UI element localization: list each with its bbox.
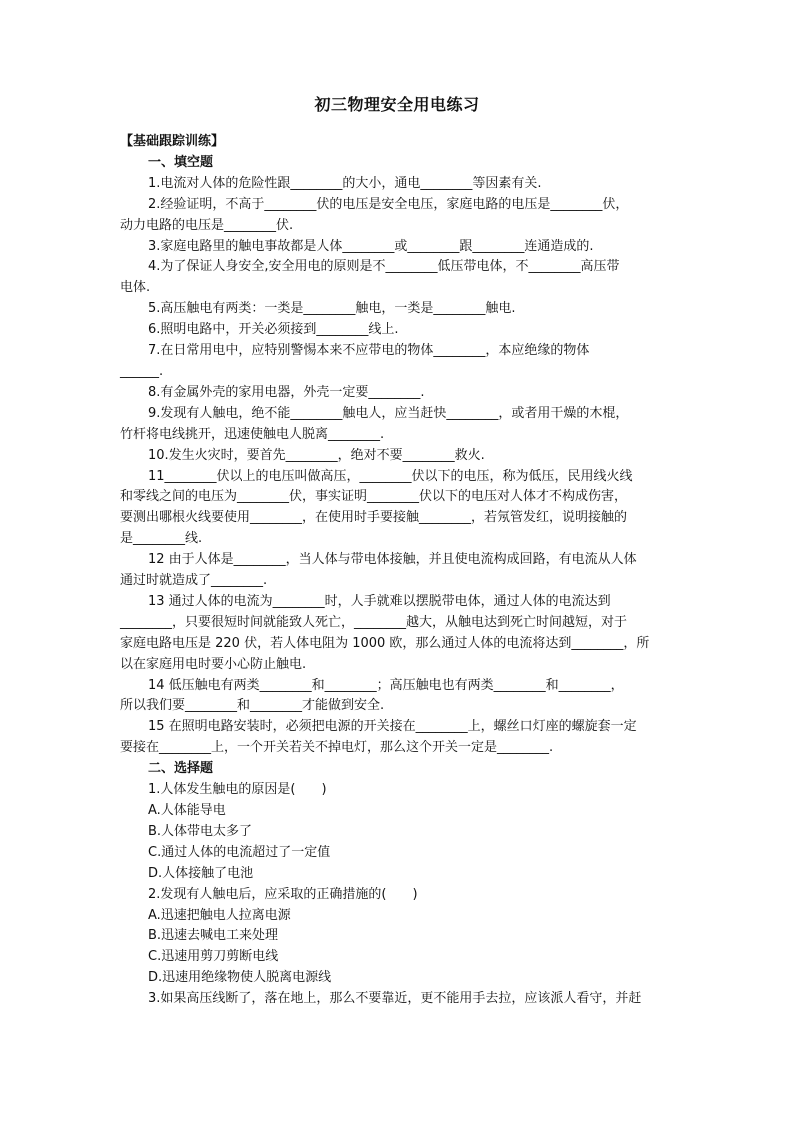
fill-question-line: 4.为了保证人身安全,安全用电的原则是不________低压带电体，不________高压带	[148, 259, 620, 275]
fill-question-line: 7.在日常用电中，应特别警惕本来不应带电的物体________，本应绝缘的物体	[148, 343, 590, 359]
fill-question-line: 要测出哪根火线要使用________，在使用时手要接触________，若氖管发红，说明接触的	[120, 510, 628, 526]
fill-question-line: 6.照明电路中，开关必须接到________线上.	[148, 322, 399, 338]
choice-question-line: D.人体接触了电池	[148, 865, 254, 881]
fill-question-line: 11________伏以上的电压叫做高压，________伏以下的电压，称为低压，民用线火线	[148, 468, 633, 484]
choice-questions	[120, 780, 680, 1010]
fill-question-line: 1.电流对人体的危险性跟________的大小，通电________等因素有关.	[148, 175, 542, 191]
part2-heading: 二、选择题	[148, 761, 214, 777]
fill-question-line: 以在家庭用电时要小心防止触电.	[120, 656, 307, 672]
fill-question-line: 竹杆将电线挑开，迅速使触电人脱离________.	[120, 426, 385, 442]
fill-question-line: 9.发现有人触电，绝不能________触电人，应当赶快________，或者用干燥的木棍，	[148, 405, 629, 421]
fill-question-line: 10.发生火灾时，要首先________，绝对不要________救火.	[148, 447, 485, 463]
fill-question-line: 8.有金属外壳的家用电器，外壳一定要________.	[148, 384, 425, 400]
choice-question-line: A.迅速把触电人拉离电源	[148, 907, 291, 923]
fill-question-line: 动力电路的电压是________伏.	[120, 217, 294, 233]
section-heading: 【基础跟踪训练】	[120, 134, 225, 149]
choice-question-line: B.迅速去喊电工来处理	[148, 928, 279, 944]
fill-question-line: ______.	[120, 363, 164, 379]
fill-question-line: ________，只要很短时间就能致人死亡，________越大，从触电达到死亡时间越短，对于	[120, 614, 628, 630]
choice-question-line: 3.如果高压线断了，落在地上，那么不要靠近，更不能用手去拉，应该派人看守，并赶	[148, 991, 642, 1007]
choice-question-line: C.通过人体的电流超过了一定值	[148, 844, 331, 860]
document-title: 初三物理安全用电练习	[314, 95, 480, 114]
fill-question-line: 5.高压触电有两类：一类是________触电，一类是________触电.	[148, 301, 516, 317]
fill-question-line: 12 由于人体是________，当人体与带电体接触，并且使电流构成回路，有电流从人体	[148, 552, 637, 568]
fill-question-line: 电体.	[120, 280, 151, 296]
fill-question-line: 通过时就造成了________.	[120, 573, 268, 589]
fill-question-line: 2.经验证明，不高于________伏的电压是安全电压，家庭电路的电压是________伏，	[148, 196, 629, 212]
fill-question-line: 是________线.	[120, 531, 203, 547]
fill-question-line: 和零线之间的电压为________伏，事实证明________伏以下的电压对人体才不构成伤害，	[120, 489, 628, 505]
choice-question-line: B.人体带电太多了	[148, 823, 253, 839]
fill-question-line: 要接在________上，一个开关若关不掉电灯，那么这个开关一定是________.	[120, 740, 554, 756]
choice-question-line: C.迅速用剪刀剪断电线	[148, 949, 279, 965]
fill-in-questions	[120, 174, 680, 759]
document-body	[120, 132, 680, 1010]
fill-question-line: 家庭电路电压是 220 伏，若人体电阻为 1000 欧，那么通过人体的电流将达到________，所	[120, 635, 650, 651]
choice-question-line: 1.人体发生触电的原因是( )	[148, 782, 327, 798]
choice-question-line: A.人体能导电	[148, 803, 226, 818]
fill-question-line: 所以我们要________和________才能做到安全.	[120, 698, 385, 714]
fill-question-line: 3.家庭电路里的触电事故都是人体________或________跟________连通造成的.	[148, 238, 594, 254]
part1-heading: 一、填空题	[148, 154, 214, 170]
choice-question-line: D.迅速用绝缘物使人脱离电源线	[148, 970, 332, 986]
fill-question-line: 15 在照明电路安装时，必须把电源的开关接在________上，螺丝口灯座的螺旋套一定	[148, 719, 637, 735]
fill-question-line: 14 低压触电有两类________和________；高压触电也有两类________和________，	[148, 677, 624, 693]
choice-question-line: 2.发现有人触电后，应采取的正确措施的( )	[148, 886, 418, 902]
fill-question-line: 13 通过人体的电流为________时，人手就难以摆脱带电体，通过人体的电流达到	[148, 593, 611, 609]
